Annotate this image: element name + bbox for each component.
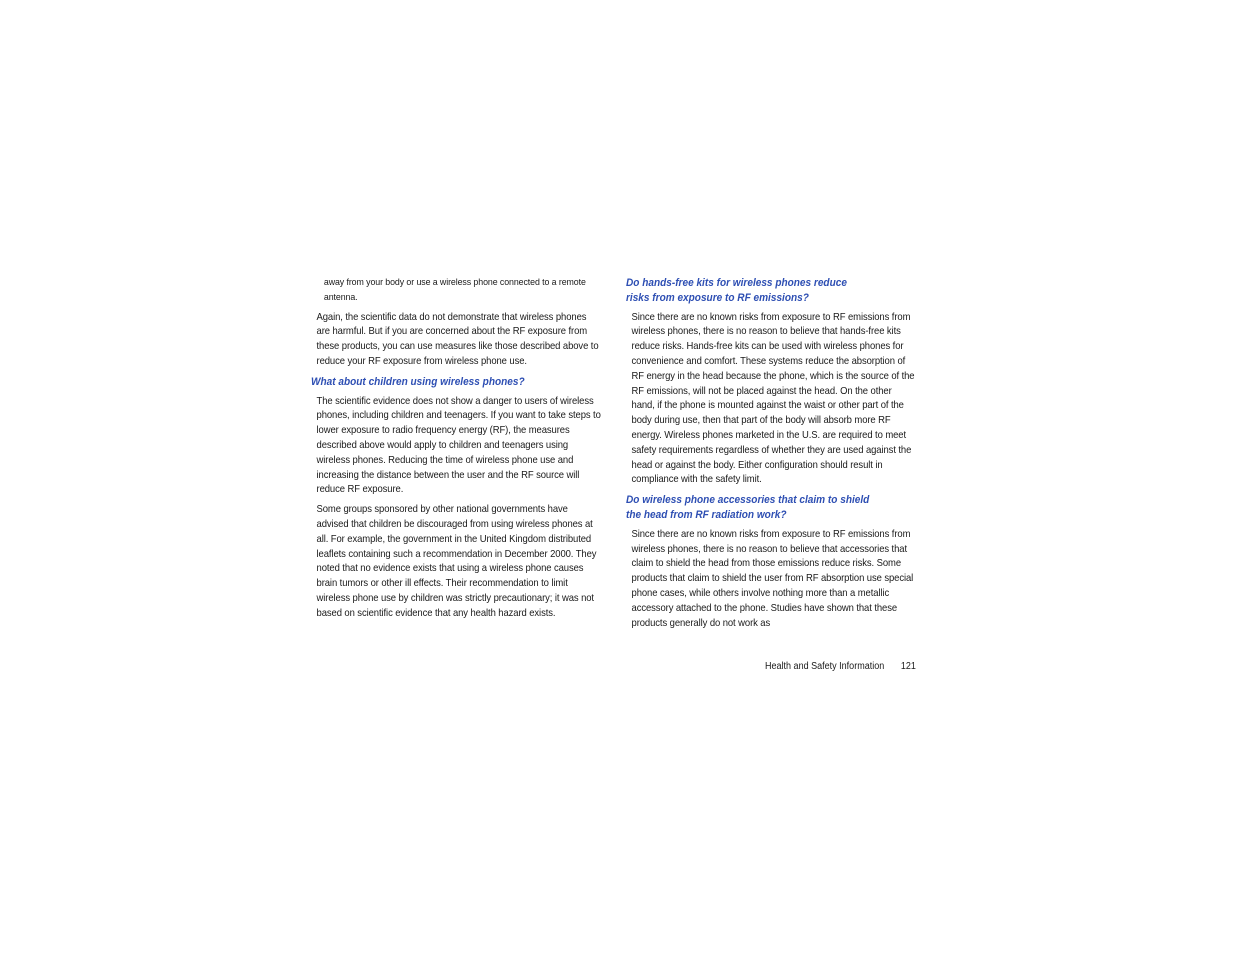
footer-section-title: Health and Safety Information — [765, 661, 885, 672]
paragraph: Since there are no known risks from exposure to RF emissions from wireless phones, there is no reason to believe that hands-free kits reduce risks. Hands-free kits can be used with wireless phones for convenience and comfort. These systems reduce the absorption of RF energy in the head because the phone, which is the source of the RF emissions, will not be placed against the head. On the other hand, if the phone is mounted against the waist or other part of the body during use, then that part of the body will absorb more RF energy. Wireless phones marketed in the U.S. are required to meet safety requirements regardless of whether they are used against the head or against the body. Either configuration should result in compliance with the safety limit. — [631, 311, 915, 486]
right-column — [626, 276, 916, 631]
paragraph: Again, the scientific data do not demonstrate that wireless phones are harmful. But if you are concerned about the RF exposure from these products, you can use measures like those described above to reduce your RF exposure from wireless phone use. — [316, 311, 599, 367]
section-heading — [626, 276, 911, 306]
heading-line: the head from RF radiation work? — [626, 508, 787, 521]
paragraph: Some groups sponsored by other national governments have advised that children be discouraged from using wireless phones at all. For example, the government in the United Kingdom distributed leaflets containing such a recommendation in December 2000. They noted that no evidence exists that using a wireless phone causes brain tumors or other ill effects. Their recommendation to limit wireless phone use by children was strictly precautionary; it was not based on scientific evidence that any health hazard exists. — [316, 504, 597, 619]
heading-line: Do wireless phone accessories that claim to shield — [626, 494, 870, 507]
page-footer — [765, 660, 916, 674]
paragraph: The scientific evidence does not show a danger to users of wireless phones, including children and teenagers. If you want to take steps to lower exposure to radio frequency energy (RF), the measures described above would apply to children and teenagers using wireless phones. Reducing the time of wireless phone use and increasing the distance between the user and the RF source will reduce RF exposure. — [316, 395, 601, 496]
left-column — [311, 276, 601, 622]
heading-line: Do hands-free kits for wireless phones reduce — [626, 277, 847, 289]
paragraph: Since there are no known risks from exposure to RF emissions from wireless phones, there is no reason to believe that accessories that claim to shield the head from those emissions reduce risks. Some products that claim to shield the user from RF absorption use special phone cases, while others involve nothing more than a metallic accessory attached to the phone. Studies have shown that these products generally do not work as — [631, 528, 914, 629]
heading-line: risks from exposure to RF emissions? — [626, 291, 809, 304]
section-heading: What about children using wireless phones? — [311, 375, 525, 388]
continued-text: away from your body or use a wireless phone connected to a remote antenna. — [323, 277, 586, 303]
section-heading — [626, 493, 911, 523]
page-number: 121 — [900, 661, 916, 672]
